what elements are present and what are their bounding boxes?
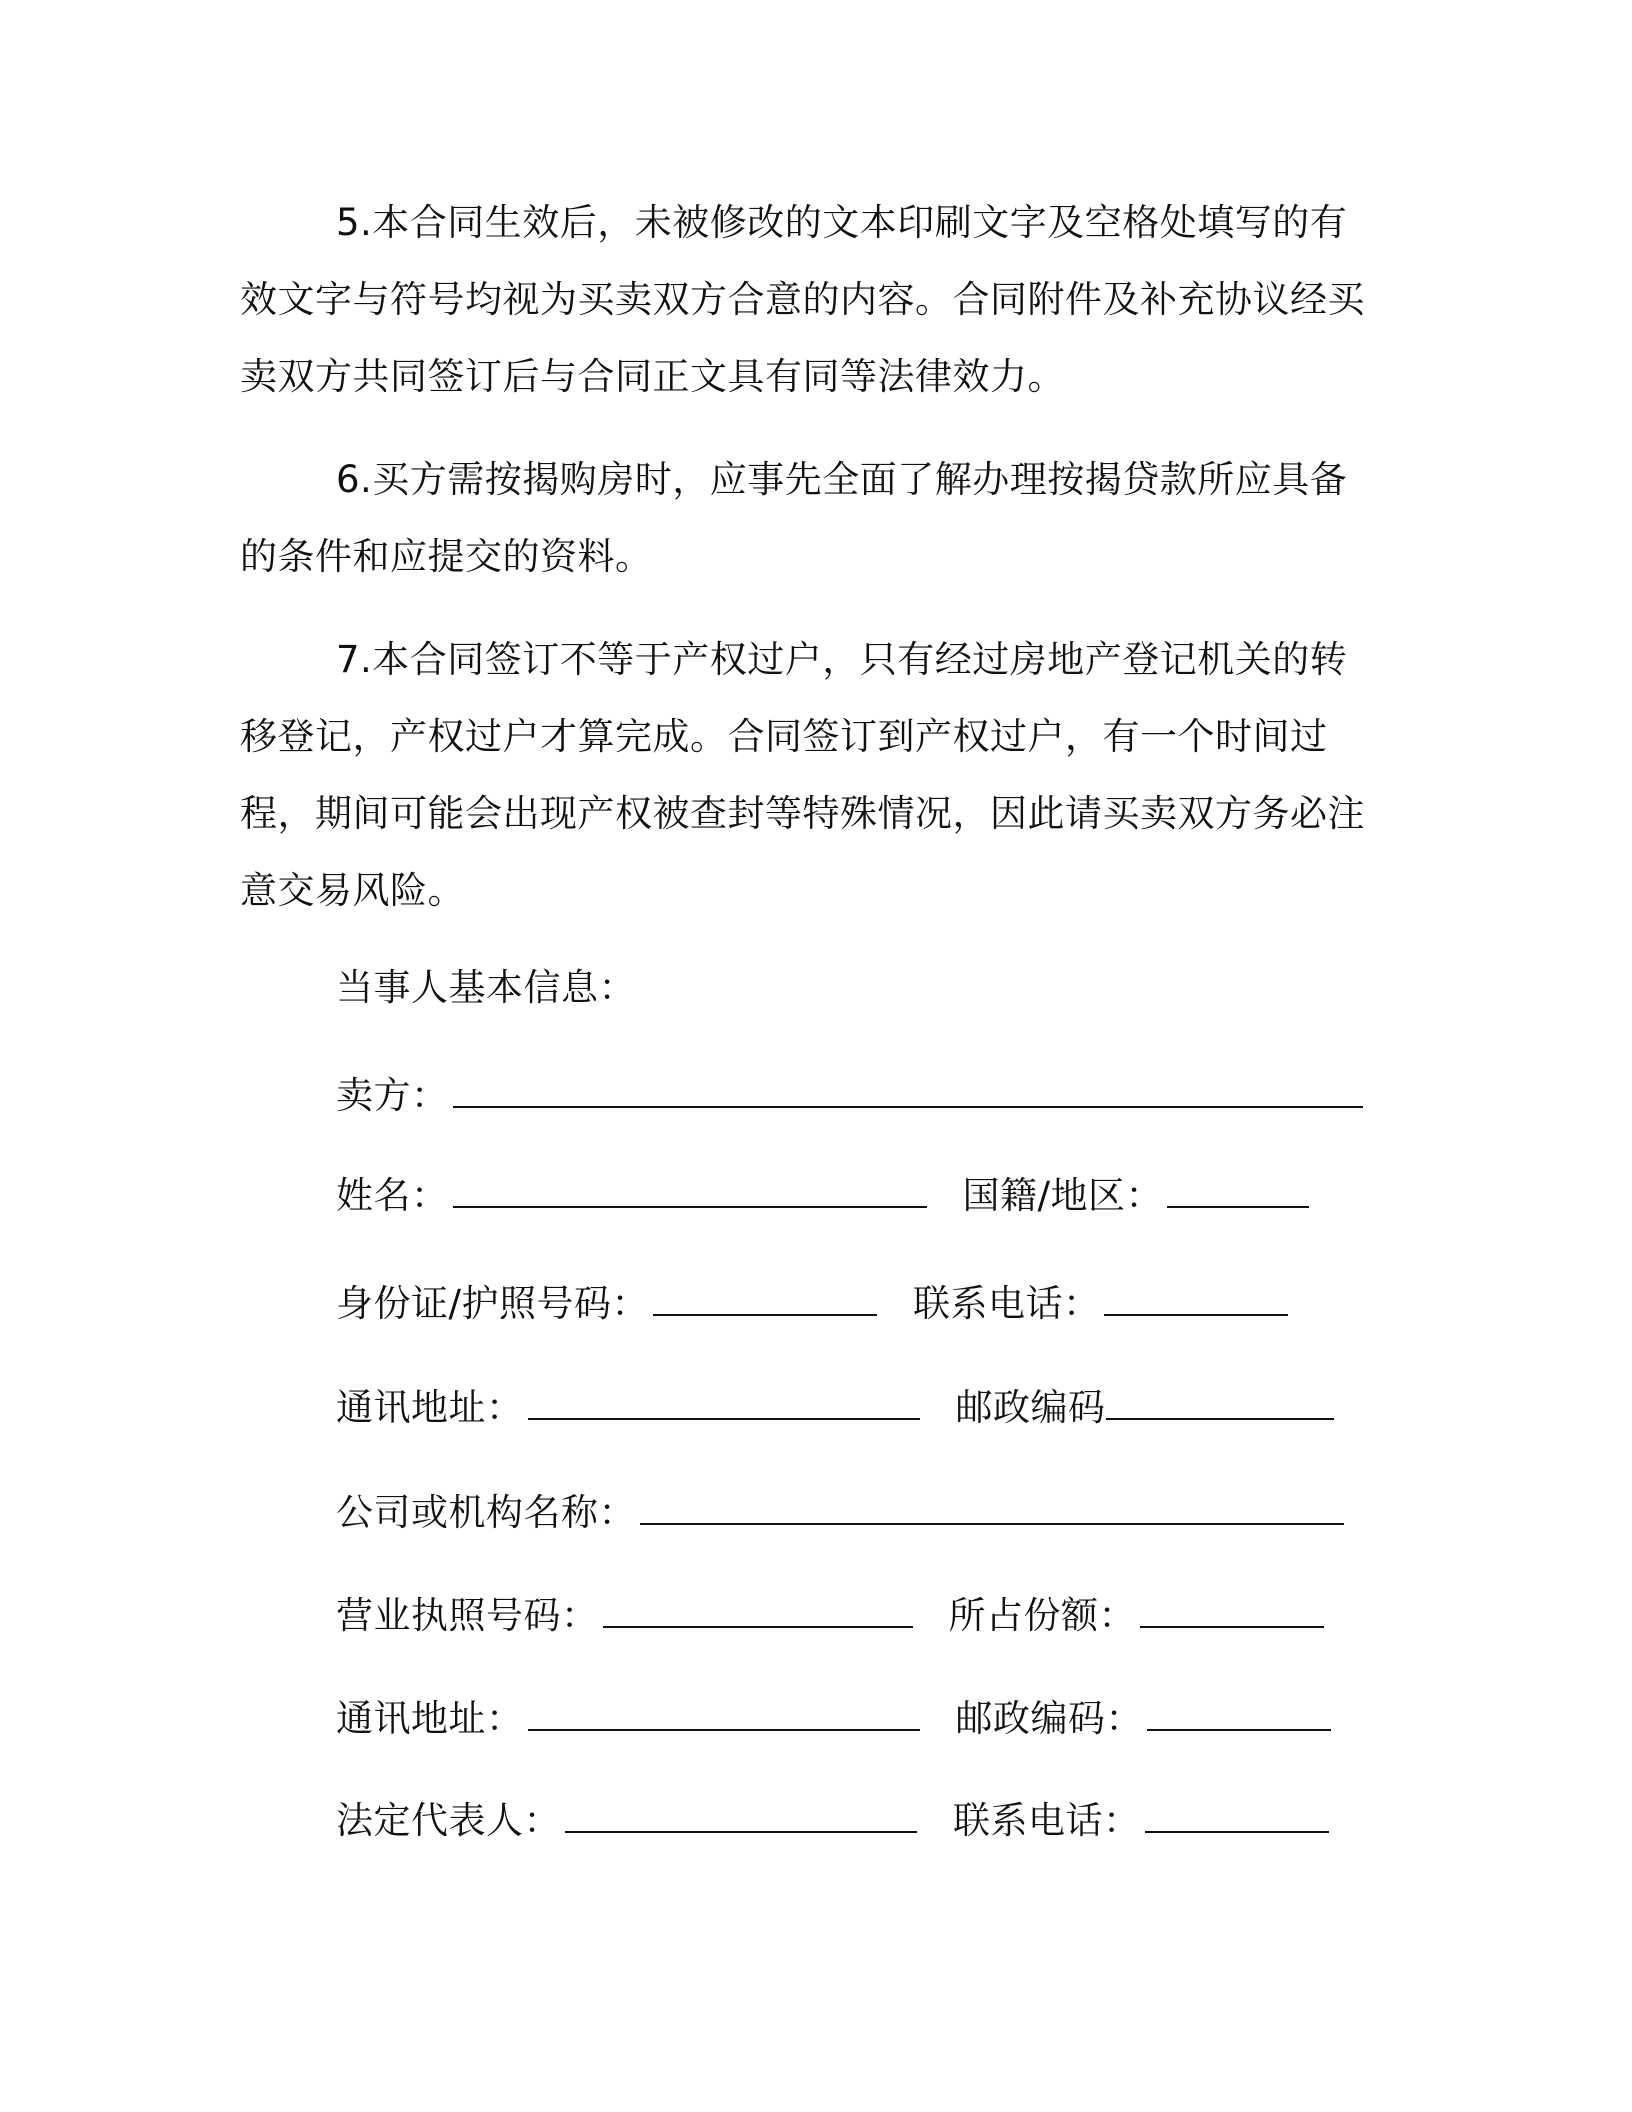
clause-6: 6.买方需按揭购房时，应事先全面了解办理按揭贷款所应具备的条件和应提交的资料。 — [240, 458, 1348, 578]
license-number-label: 营业执照号码： — [336, 1594, 599, 1637]
section-title-text: 当事人基本信息： — [336, 966, 636, 1009]
seller-row — [336, 1070, 1363, 1122]
license-row — [336, 1590, 1324, 1642]
id-row — [336, 1278, 1288, 1330]
clause-5: 5.本合同生效后，未被修改的文本印刷文字及空格处填写的有效文字与符号均视为买卖双方合意的内容。合同附件及补充协议经买卖双方共同签订后与合同正文具有同等法律效力。 — [240, 201, 1365, 398]
address-label-2: 通讯地址： — [336, 1697, 524, 1740]
seller-label: 卖方： — [336, 1074, 449, 1117]
section-title — [336, 962, 636, 1014]
license-number-blank[interactable] — [603, 1590, 913, 1628]
company-row — [336, 1487, 1344, 1539]
clause-7: 7.本合同签订不等于产权过户，只有经过房地产登记机关的转移登记，产权过户才算完成。合同签订到产权过户，有一个时间过程，期间可能会出现产权被查封等特殊情况，因此请买卖双方务必注意交易风险。 — [240, 638, 1365, 912]
name-blank[interactable] — [453, 1170, 927, 1208]
postcode-blank-2[interactable] — [1147, 1693, 1331, 1731]
name-row — [336, 1170, 1309, 1222]
phone-blank-2[interactable] — [1145, 1795, 1329, 1833]
address-blank-1[interactable] — [528, 1382, 920, 1420]
address-row-2 — [336, 1693, 1331, 1745]
address-label-1: 通讯地址： — [336, 1386, 524, 1429]
nationality-label: 国籍/地区： — [962, 1174, 1163, 1217]
share-blank[interactable] — [1140, 1590, 1324, 1628]
phone-blank-1[interactable] — [1104, 1278, 1288, 1316]
legal-rep-blank[interactable] — [565, 1795, 917, 1833]
address-row-1 — [336, 1382, 1334, 1434]
company-name-label: 公司或机构名称： — [336, 1491, 636, 1534]
id-number-blank[interactable] — [653, 1278, 877, 1316]
share-label: 所占份额： — [948, 1594, 1136, 1637]
postcode-label-1: 邮政编码 — [955, 1386, 1106, 1429]
seller-blank[interactable] — [453, 1070, 1363, 1108]
nationality-blank[interactable] — [1167, 1170, 1309, 1208]
postcode-blank-1[interactable] — [1106, 1382, 1334, 1420]
id-number-label: 身份证/护照号码： — [336, 1282, 649, 1325]
phone-label-2: 联系电话： — [953, 1799, 1141, 1842]
postcode-label-2: 邮政编码： — [955, 1697, 1143, 1740]
legal-rep-label: 法定代表人： — [336, 1799, 561, 1842]
phone-label-1: 联系电话： — [912, 1282, 1101, 1325]
company-name-blank[interactable] — [640, 1487, 1344, 1525]
legal-rep-row — [336, 1795, 1329, 1847]
address-blank-2[interactable] — [528, 1693, 920, 1731]
name-label: 姓名： — [336, 1174, 449, 1217]
